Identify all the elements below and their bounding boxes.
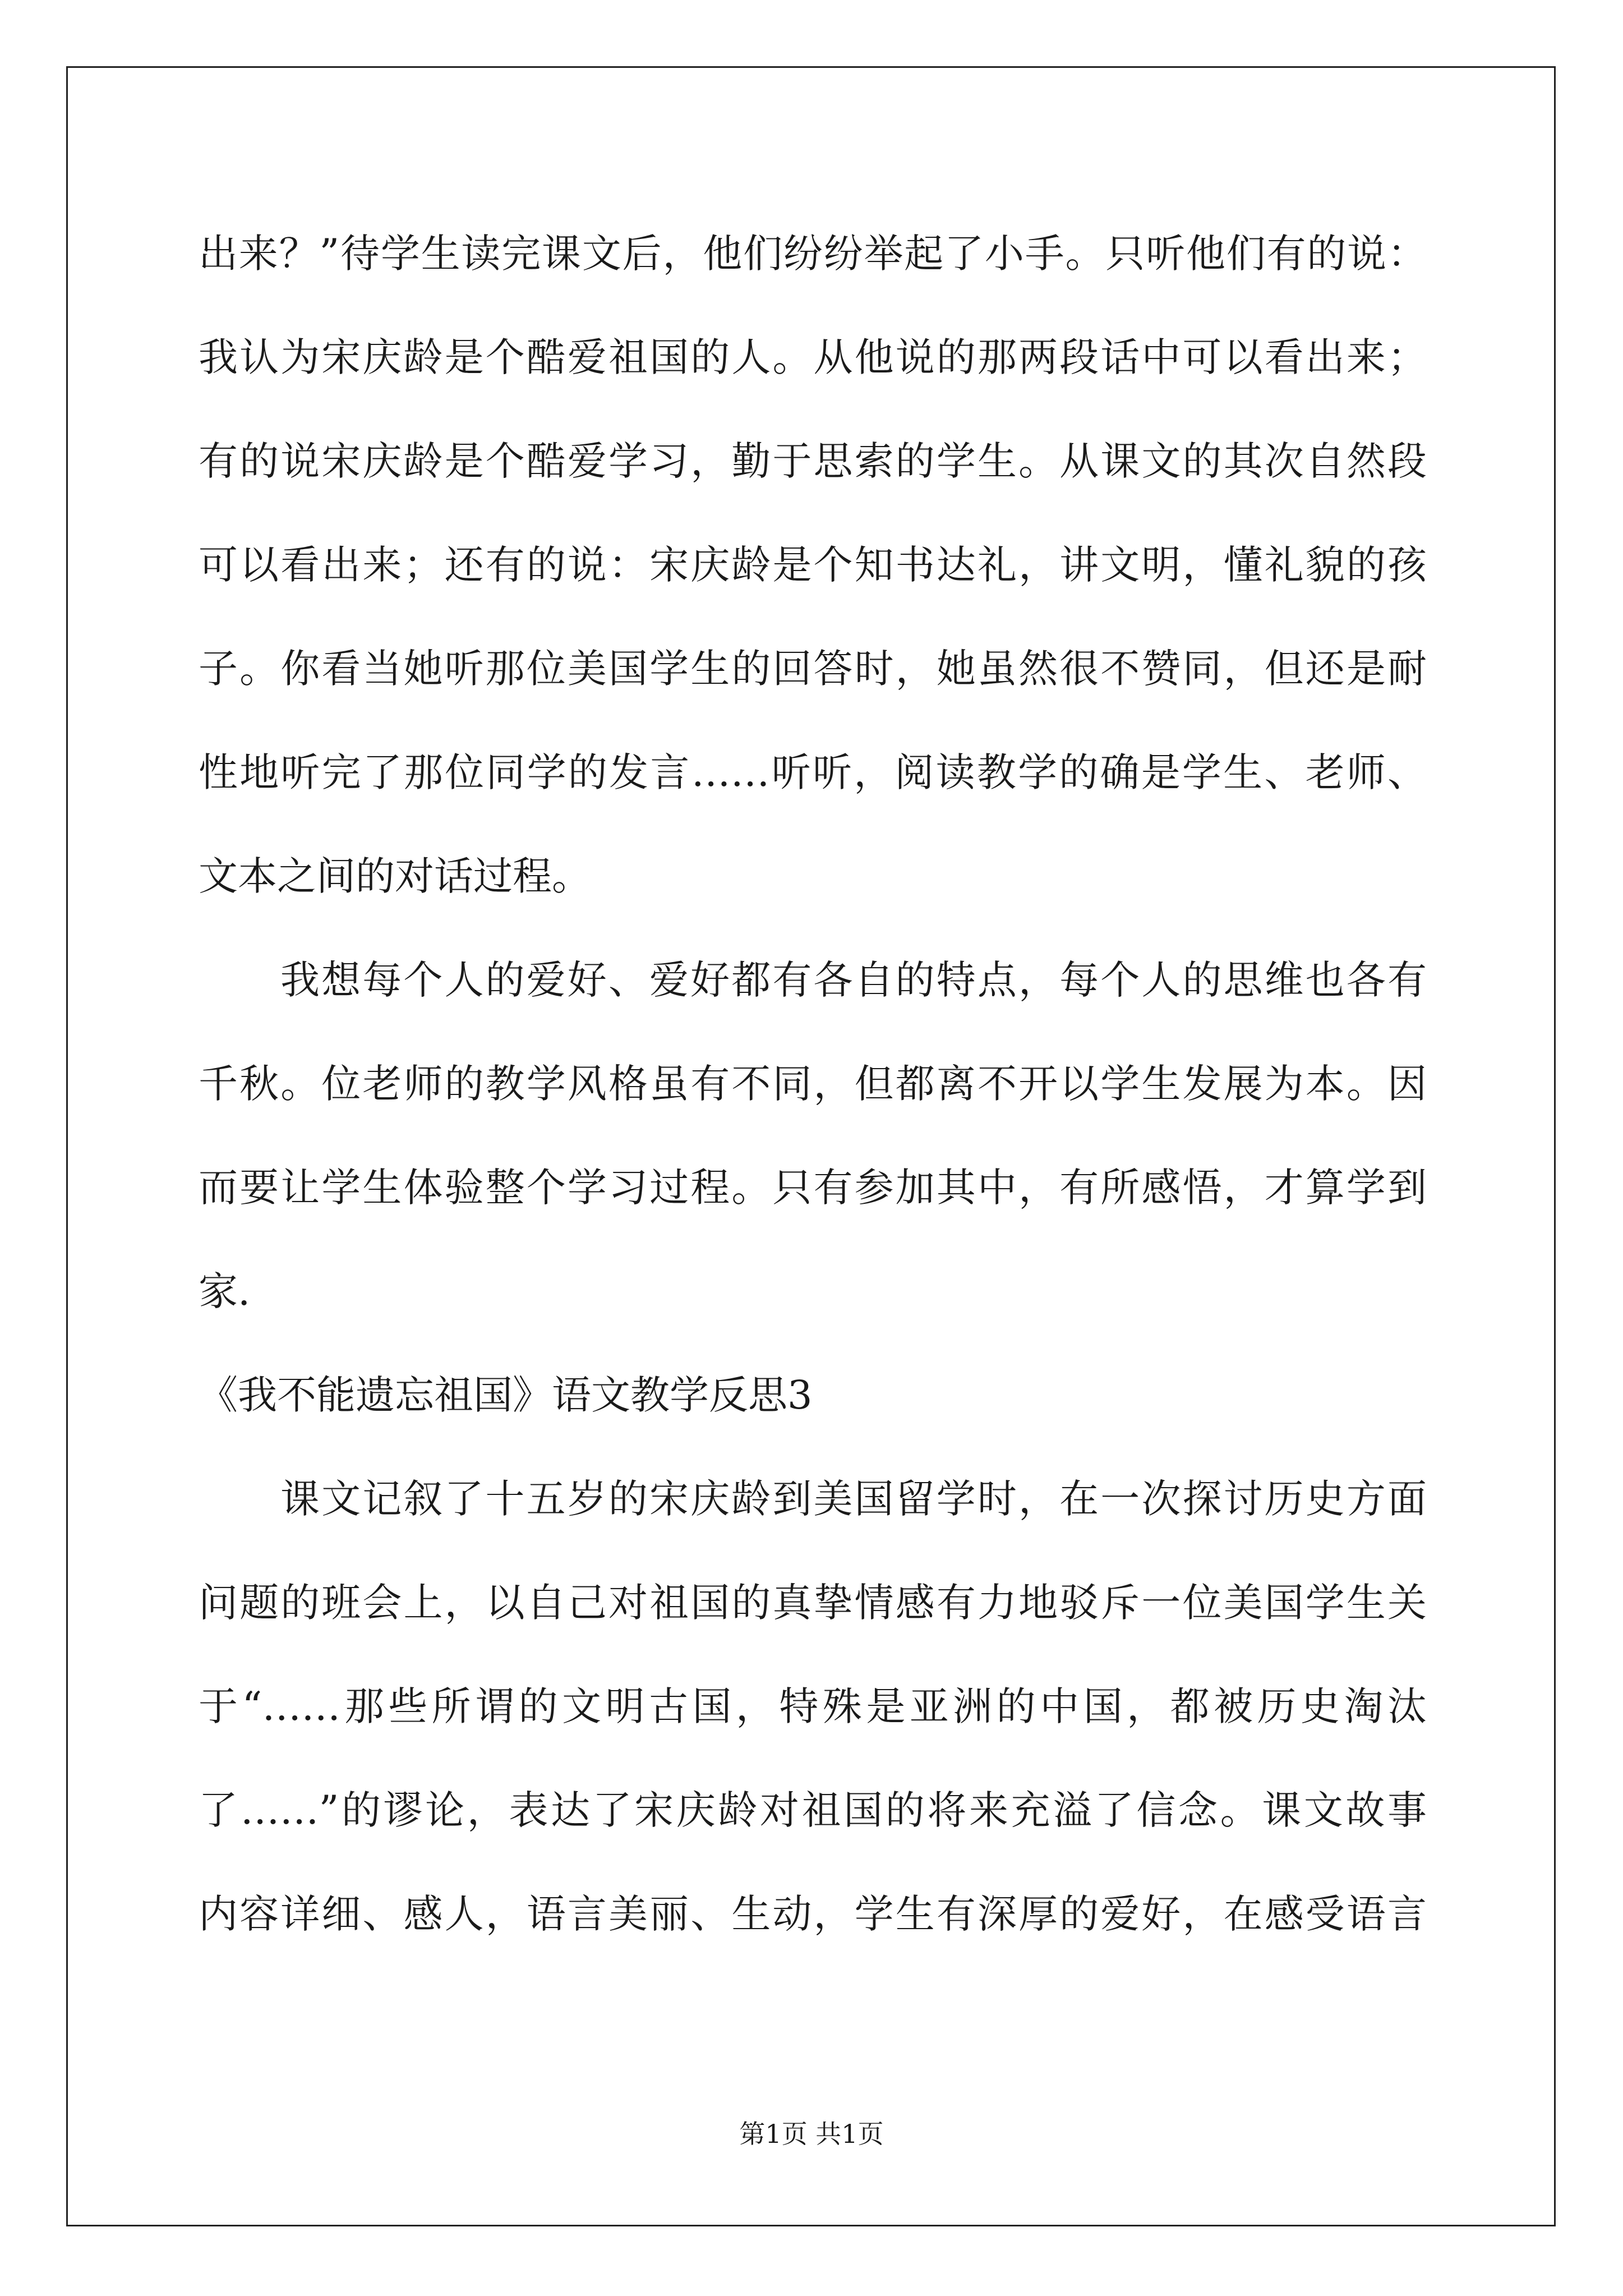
text-line: 出来？”待学生读完课文后，他们纷纷举起了小手。只听他们有的说： <box>199 231 1427 277</box>
text-line: 文本之间的对话过程。 <box>199 853 591 899</box>
text-line: 了……”的谬论，表达了宋庆龄对祖国的将来充溢了信念。课文故事 <box>199 1787 1427 1833</box>
paragraph-first-line: 我想每个人的爱好、爱好都有各自的特点，每个人的思维也各有 <box>280 957 1427 1003</box>
text-line: 我认为宋庆龄是个酷爱祖国的人。从他说的那两段话中可以看出来； <box>199 334 1427 380</box>
text-line: 有的说宋庆龄是个酷爱学习，勤于思索的学生。从课文的其次自然段 <box>199 438 1427 484</box>
text-line: 可以看出来；还有的说：宋庆龄是个知书达礼，讲文明，懂礼貌的孩 <box>199 542 1427 588</box>
text-line: 子。你看当她听那位美国学生的回答时，她虽然很不赞同，但还是耐 <box>199 646 1427 692</box>
text-line: 而要让学生体验整个学习过程。只有参加其中，有所感悟，才算学到 <box>199 1165 1427 1211</box>
paragraph-first-line: 课文记叙了十五岁的宋庆龄到美国留学时，在一次探讨历史方面 <box>280 1476 1427 1522</box>
text-line: 千秋。位老师的教学风格虽有不同，但都离不开以学生发展为本。因 <box>199 1061 1427 1107</box>
page-footer: 第1页 共1页 <box>739 2119 884 2149</box>
text-line: 内容详细、感人，语言美丽、生动，学生有深厚的爱好，在感受语言 <box>199 1891 1427 1937</box>
text-line: 于“……那些所谓的文明古国，特殊是亚洲的中国，都被历史淘汰 <box>199 1683 1427 1729</box>
text-line: 家. <box>199 1268 251 1314</box>
text-line: 性地听完了那位同学的发言……听听，阅读教学的确是学生、老师、 <box>199 749 1427 795</box>
section-heading: 《我不能遗忘祖国》语文教学反思3 <box>199 1372 813 1418</box>
text-line: 问题的班会上，以自己对祖国的真挚情感有力地驳斥一位美国学生关 <box>199 1580 1427 1626</box>
document-body <box>199 202 1427 1966</box>
